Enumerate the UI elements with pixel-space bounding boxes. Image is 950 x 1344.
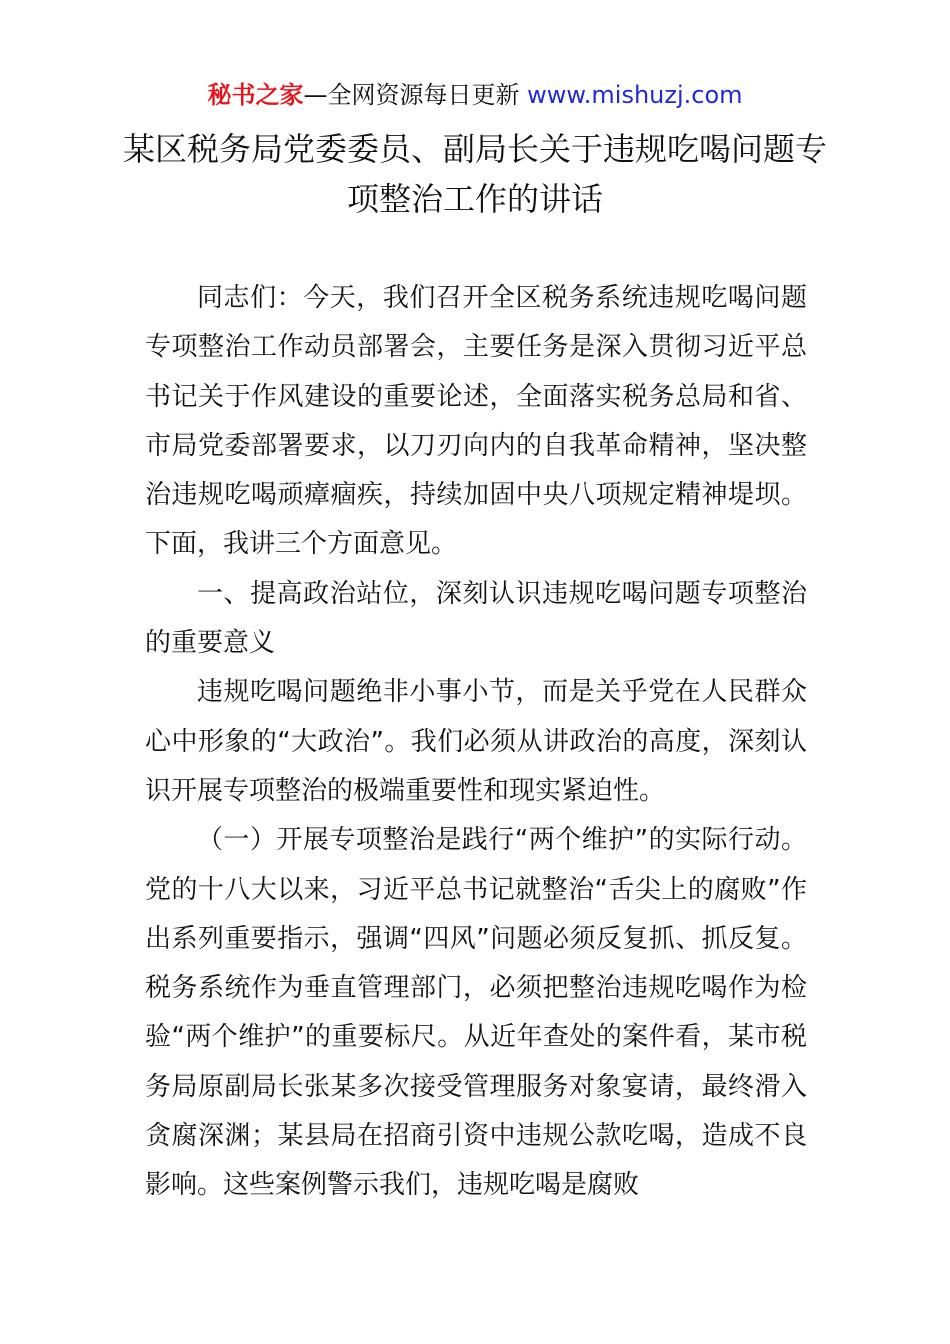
document-body: [145, 274, 807, 1211]
site-brand: 秘书之家: [207, 81, 304, 109]
site-banner: [0, 78, 950, 112]
paragraph-section-1-intro: 违规吃喝问题绝非小事小节，而是关乎党在人民群众心中形象的“大政治”。我们必须从讲政治的高度，深刻认识开展专项整治的极端重要性和现实紧迫性。: [145, 677, 807, 806]
site-url-link[interactable]: www.mishuzj.com: [527, 81, 743, 109]
paragraph-opening: 同志们：今天，我们召开全区税务系统违规吃喝问题专项整治工作动员部署会，主要任务是深入贯彻习近平总书记关于作风建设的重要论述，全面落实税务总局和省、市局党委部署要求，以刀刃向内的自我革命精神，坚决整治违规吃喝顽瘴痼疾，持续加固中央八项规定精神堤坝。下面，我讲三个方面意见。: [145, 283, 807, 560]
document-title: 某区税务局党委委员、副局长关于违规吃喝问题专项整治工作的讲话: [122, 130, 827, 218]
site-slogan: —全网资源每日更新: [303, 81, 528, 109]
section-heading-1: 一、提高政治站位，深刻认识违规吃喝问题专项整治的重要意义: [145, 578, 807, 659]
paragraph-subsection-1: （一）开展专项整治是践行“两个维护”的实际行动。党的十八大以来，习近平总书记就整治“舌尖上的腐败”作出系列重要指示，强调“四风”问题必须反复抓、抓反复。税务系统作为垂直管理部门，必须把整治违规吃喝作为检验“两个维护”的重要标尺。从近年查处的案件看，某市税务局原副局长张某多次接受管理服务对象宴请，最终滑入贪腐深渊；某县局在招商引资中违规公款吃喝，造成不良影响。这些案例警示我们，违规吃喝是腐败: [145, 825, 807, 1201]
